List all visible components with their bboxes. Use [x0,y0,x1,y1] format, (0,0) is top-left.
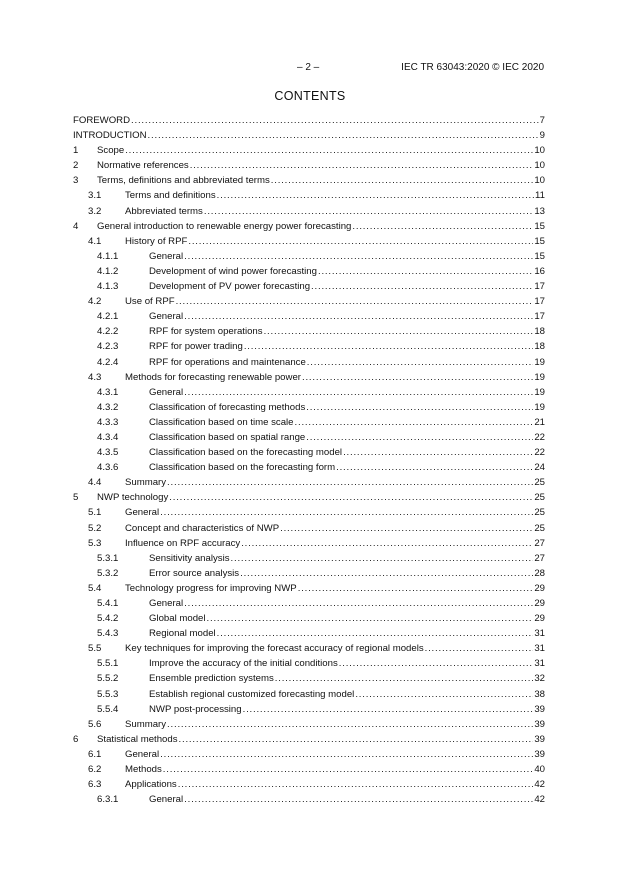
toc-entry[interactable] [73,762,545,777]
toc-entry-page: 11 [534,188,545,203]
toc-entry-number: 5.5.2 [97,673,119,685]
toc-entry-page: 42 [533,792,545,807]
toc-entry-number: 4.2.3 [97,341,119,353]
dot-leader [295,415,534,430]
toc-entry-page: 32 [533,671,545,686]
toc-entry-page: 31 [533,656,545,671]
toc-entry-page: 17 [533,294,545,309]
toc-entry-label: Development of PV power forecasting [149,279,311,294]
toc-entry[interactable] [73,687,545,702]
toc-entry[interactable] [73,641,545,656]
toc-entry-label: Terms, definitions and abbreviated terms [97,173,271,188]
dot-leader [275,671,534,686]
toc-entry-label: Classification based on spatial range [149,430,306,445]
toc-entry[interactable] [73,702,545,717]
toc-entry-label: Ensemble prediction systems [149,671,275,686]
toc-entry-number: 4.2 [88,296,102,308]
toc-entry[interactable] [73,460,545,475]
toc-entry-label: Scope [97,143,125,158]
toc-entry-page: 29 [533,596,545,611]
toc-entry-number: 4.3.6 [97,462,119,474]
toc-entry-number: 3.2 [88,205,102,217]
toc-entry-label: Global model [149,611,207,626]
toc-entry[interactable] [73,611,545,626]
dot-leader [306,430,533,445]
toc-entry[interactable] [73,113,545,128]
toc-entry-page: 39 [533,702,545,717]
toc-entry-label: Regional model [149,626,217,641]
toc-entry-number: 4.4 [88,477,102,489]
toc-entry[interactable] [73,309,545,324]
toc-entry-page: 29 [533,611,545,626]
dot-leader [176,294,534,309]
toc-entry-label: Classification based on the forecasting form [149,460,336,475]
toc-entry-label: Sensitivity analysis [149,551,231,566]
toc-entry[interactable] [73,339,545,354]
dot-leader [280,521,533,536]
dot-leader [169,490,533,505]
toc-entry-page: 39 [533,732,545,747]
dot-leader [240,566,533,581]
toc-entry[interactable] [73,671,545,686]
dot-leader [302,370,533,385]
toc-entry-page: 18 [533,339,545,354]
toc-entry-number: 6.3.1 [97,794,119,806]
toc-entry-number: 5.3.2 [97,567,119,579]
page-title: CONTENTS [274,89,346,103]
toc-entry-label: RPF for operations and maintenance [149,355,307,370]
toc-entry-label: INTRODUCTION [73,128,148,143]
toc-entry-number: 4.1.3 [97,281,119,293]
toc-entry-number: 4.3.5 [97,447,119,459]
table-of-contents [73,113,545,807]
toc-entry-page: 29 [533,581,545,596]
toc-entry-page: 17 [533,309,545,324]
toc-entry[interactable] [73,596,545,611]
toc-entry[interactable] [73,717,545,732]
toc-entry-number: 5.1 [88,507,102,519]
toc-entry-page: 18 [533,324,545,339]
toc-entry[interactable] [73,219,545,234]
toc-entry-number: 6.1 [88,748,102,760]
toc-entry-label: Applications [125,777,178,792]
toc-entry[interactable] [73,430,545,445]
toc-entry-number: 4 [73,220,79,232]
toc-entry-label: Establish regional customized forecasting model [149,687,355,702]
toc-entry-number: 5.4.2 [97,613,119,625]
toc-entry-number: 6.2 [88,764,102,776]
toc-entry-page: 15 [533,249,545,264]
toc-entry-number: 4.1.1 [97,250,119,262]
toc-entry[interactable] [73,158,545,173]
dot-leader [318,264,533,279]
toc-entry-page: 39 [533,717,545,732]
dot-leader [160,505,533,520]
toc-entry-number: 5.3 [88,537,102,549]
toc-entry-label: General [149,792,184,807]
toc-entry-page: 10 [533,173,545,188]
toc-entry-number: 3.1 [88,190,102,202]
dot-leader [204,204,533,219]
dot-leader [184,792,533,807]
dot-leader [207,611,534,626]
toc-entry-page: 22 [533,445,545,460]
toc-entry-number: 4.3.1 [97,386,119,398]
toc-entry-label: Classification based on the forecasting model [149,445,343,460]
running-header [0,62,620,76]
toc-entry-page: 22 [533,430,545,445]
toc-entry-label: General [125,505,160,520]
toc-entry-page: 10 [533,143,545,158]
toc-entry[interactable] [73,656,545,671]
dot-leader [125,143,533,158]
toc-entry-number: 5.2 [88,522,102,534]
dot-leader [355,687,533,702]
toc-entry-label: Use of RPF [125,294,176,309]
toc-entry-page: 25 [533,521,545,536]
toc-entry-page: 15 [533,234,545,249]
toc-entry-label: Development of wind power forecasting [149,264,318,279]
dot-leader [298,581,534,596]
dot-leader [167,475,533,490]
toc-entry-label: Classification of forecasting methods [149,400,306,415]
toc-entry-page: 28 [533,566,545,581]
toc-entry-label: RPF for system operations [149,324,264,339]
toc-entry-number: 4.2.1 [97,311,119,323]
toc-entry-page: 25 [533,475,545,490]
toc-entry[interactable] [73,521,545,536]
dot-leader [184,596,533,611]
toc-entry-label: Concept and characteristics of NWP [125,521,280,536]
toc-entry-page: 19 [533,400,545,415]
dot-leader [352,219,533,234]
toc-entry[interactable] [73,294,545,309]
toc-entry-page: 7 [539,113,545,128]
dot-leader [163,762,534,777]
dot-leader [243,702,534,717]
toc-entry-label: Error source analysis [149,566,240,581]
toc-entry-number: 5.5.3 [97,688,119,700]
toc-entry-label: Terms and definitions [125,188,217,203]
toc-entry-page: 19 [533,355,545,370]
dot-leader [264,324,534,339]
toc-entry-number: 5.3.1 [97,552,119,564]
toc-entry[interactable] [73,626,545,641]
dot-leader [271,173,534,188]
toc-entry[interactable] [73,204,545,219]
toc-entry-page: 31 [533,626,545,641]
toc-entry-number: 5.4.3 [97,628,119,640]
dot-leader [244,339,533,354]
toc-entry-number: 6 [73,733,79,745]
toc-entry-label: Normative references [97,158,190,173]
dot-leader [184,249,533,264]
toc-entry[interactable] [73,143,545,158]
toc-entry-page: 15 [533,219,545,234]
toc-entry[interactable] [73,415,545,430]
toc-entry[interactable] [73,355,545,370]
toc-entry-label: Key techniques for improving the forecast accuracy of regional models [125,641,425,656]
dot-leader [184,385,533,400]
toc-entry[interactable] [73,581,545,596]
toc-entry-label: NWP technology [97,490,169,505]
toc-entry[interactable] [73,475,545,490]
toc-entry-page: 31 [533,641,545,656]
toc-entry-page: 42 [533,777,545,792]
page-number: – 2 – [297,62,320,73]
toc-entry-page: 24 [533,460,545,475]
toc-entry-number: 4.3 [88,371,102,383]
toc-entry[interactable] [73,385,545,400]
toc-entry[interactable] [73,400,545,415]
dot-leader [311,279,533,294]
dot-leader [188,234,533,249]
toc-entry-label: Improve the accuracy of the initial conditions [149,656,339,671]
toc-entry[interactable] [73,234,545,249]
toc-entry-label: Technology progress for improving NWP [125,581,298,596]
toc-entry[interactable] [73,777,545,792]
toc-entry-label: Summary [125,717,167,732]
toc-entry-number: 5.5 [88,643,102,655]
toc-entry-label: General [149,385,184,400]
toc-entry-number: 4.1.2 [97,265,119,277]
dot-leader [178,777,534,792]
toc-entry-page: 27 [533,536,545,551]
toc-entry[interactable] [73,370,545,385]
dot-leader [306,400,533,415]
toc-entry-number: 1 [73,145,79,157]
toc-entry[interactable] [73,128,545,143]
dot-leader [336,460,533,475]
toc-entry-number: 5.6 [88,718,102,730]
toc-entry-number: 2 [73,160,79,172]
toc-entry-page: 39 [533,747,545,762]
dot-leader [167,717,533,732]
toc-entry[interactable] [73,173,545,188]
toc-entry[interactable] [73,188,545,203]
dot-leader [217,188,534,203]
toc-entry[interactable] [73,566,545,581]
dot-leader [231,551,534,566]
toc-entry-page: 19 [533,385,545,400]
toc-entry[interactable] [73,747,545,762]
toc-entry-label: Statistical methods [97,732,179,747]
toc-entry-number: 5.5.4 [97,703,119,715]
toc-entry-number: 4.3.4 [97,431,119,443]
dot-leader [179,732,534,747]
dot-leader [339,656,534,671]
toc-entry-label: Influence on RPF accuracy [125,536,241,551]
dot-leader [190,158,534,173]
toc-entry-page: 40 [533,762,545,777]
dot-leader [307,355,534,370]
dot-leader [217,626,534,641]
toc-entry-label: History of RPF [125,234,188,249]
toc-entry-label: General [149,309,184,324]
toc-entry[interactable] [73,792,545,807]
toc-entry[interactable] [73,279,545,294]
toc-entry-number: 5.4.1 [97,598,119,609]
toc-entry-label: General [149,249,184,264]
toc-entry-number: 5 [73,492,79,504]
toc-entry-number: 5.4 [88,582,102,594]
toc-entry[interactable] [73,324,545,339]
toc-entry[interactable] [73,732,545,747]
toc-entry-label: General [149,596,184,611]
toc-entry-number: 4.3.2 [97,401,119,413]
toc-entry-page: 27 [533,551,545,566]
toc-entry-label: FOREWORD [73,113,131,128]
toc-entry-label: Classification based on time scale [149,415,295,430]
toc-entry-page: 38 [533,687,545,702]
toc-entry-page: 21 [533,415,545,430]
dot-leader [148,128,539,143]
toc-entry-label: Methods for forecasting renewable power [125,370,302,385]
toc-entry-page: 17 [533,279,545,294]
toc-entry-page: 16 [533,264,545,279]
toc-entry-label: RPF for power trading [149,339,244,354]
dot-leader [343,445,533,460]
toc-entry-page: 25 [533,490,545,505]
toc-entry-number: 5.5.1 [97,658,119,670]
toc-entry-page: 19 [533,370,545,385]
toc-entry-label: Abbreviated terms [125,204,204,219]
toc-entry[interactable] [73,536,545,551]
dot-leader [160,747,533,762]
toc-entry-number: 4.2.4 [97,356,119,368]
toc-entry[interactable] [73,264,545,279]
dot-leader [131,113,539,128]
toc-entry-label: Methods [125,762,163,777]
toc-entry-label: General [125,747,160,762]
toc-entry-number: 4.2.2 [97,326,119,338]
toc-entry[interactable] [73,505,545,520]
toc-entry-label: General introduction to renewable energy power forecasting [97,219,352,234]
toc-entry-page: 13 [533,204,545,219]
toc-entry-number: 6.3 [88,779,102,791]
toc-entry-number: 3 [73,175,79,187]
dot-leader [184,309,533,324]
toc-entry[interactable] [73,445,545,460]
toc-entry-number: 4.3.3 [97,416,119,428]
toc-entry-page: 25 [533,505,545,520]
toc-entry-number: 4.1 [88,235,102,247]
toc-entry-label: NWP post-processing [149,702,243,717]
dot-leader [241,536,533,551]
toc-entry[interactable] [73,249,545,264]
standard-reference: IEC TR 63043:2020 © IEC 2020 [401,62,544,73]
toc-entry[interactable] [73,490,545,505]
toc-entry-label: Summary [125,475,167,490]
toc-entry-page: 10 [533,158,545,173]
toc-entry[interactable] [73,551,545,566]
dot-leader [425,641,534,656]
toc-entry-page: 9 [539,128,545,143]
